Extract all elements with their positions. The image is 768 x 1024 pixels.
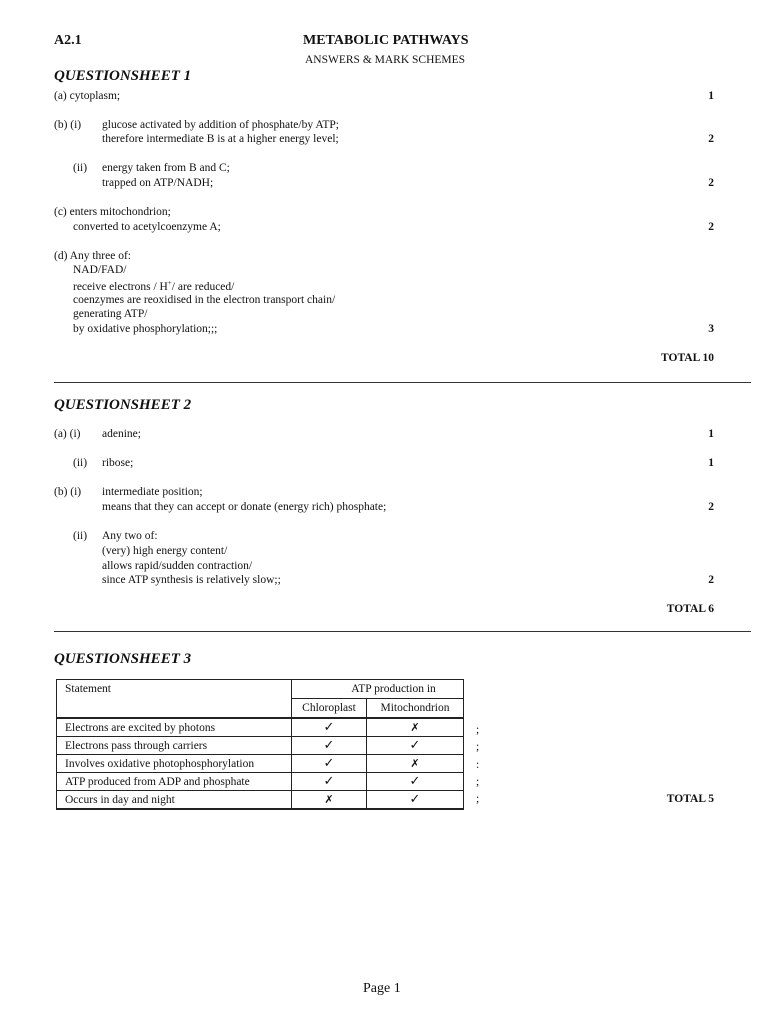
row-mark: ; [476,724,480,736]
qs3-total: TOTAL 5 [666,793,714,805]
table-row [57,718,464,737]
row-statement: Electrons are excited by photons [65,721,216,734]
qs2-b1-mark: 2 [708,501,714,513]
qs1-b-label: (b) (i) [54,119,82,131]
row-mark: ; [476,741,480,753]
qs2-a2-label: (ii) [73,457,88,469]
qs2-b-label: (b) (i) [54,486,82,498]
row-chloroplast: ✓ [292,718,367,737]
row-mitochondrion: ✗ [367,755,464,773]
row-chloroplast: ✓ [292,773,367,791]
table-row [57,737,464,755]
qs1-b2-label: (ii) [73,162,88,174]
qs2-b2-line4: since ATP synthesis is relatively slow;; [102,574,281,586]
qs1-d-line4: coenzymes are reoxidised in the electron transport chain/ [73,294,336,306]
row-mitochondrion: ✓ [367,737,464,755]
qs3-title: QUESTIONSHEET 3 [54,651,192,667]
doc-subtitle: ANSWERS & MARK SCHEMES [305,54,466,66]
qs2-b2-line3: allows rapid/sudden contraction/ [102,560,253,572]
table-row [57,755,464,773]
qs1-d-line5: generating ATP/ [73,308,148,320]
qs2-title: QUESTIONSHEET 2 [54,397,192,413]
table-row [57,791,464,810]
qs1-d-line3-post: / are reduced/ [171,280,235,293]
atp-production-table [56,679,464,810]
qs2-b1-line2: means that they can accept or donate (energy rich) phosphate; [102,501,387,513]
row-mitochondrion: ✗ [367,718,464,737]
row-statement: ATP produced from ADP and phosphate [65,775,250,788]
row-chloroplast: ✓ [292,737,367,755]
row-statement: Electrons pass through carriers [65,739,208,752]
section-divider [54,382,751,383]
qs2-b2-line2: (very) high energy content/ [102,545,228,557]
qs2-total: TOTAL 6 [666,603,714,615]
table-header-group: ATP production in [292,680,464,699]
qs1-b1-line1: glucose activated by addition of phosphate/by ATP; [102,119,339,131]
qs2-a2-answer: ribose; [102,457,134,469]
row-statement: Involves oxidative photophosphorylation [65,757,255,770]
table-header-mitochondrion: Mitochondrion [367,698,464,718]
row-chloroplast: ✗ [292,791,367,810]
qs2-a1-mark: 1 [708,428,714,440]
qs1-b2-line1: energy taken from B and C; [102,162,230,174]
qs1-d-mark: 3 [708,323,714,335]
doc-code: A2.1 [54,33,82,48]
table-header-statement: Statement [65,683,111,695]
qs2-a2-mark: 1 [708,457,714,469]
qs1-d-line2: NAD/FAD/ [73,264,127,276]
qs2-b1-line1: intermediate position; [102,486,203,498]
qs1-d-line3 [73,279,234,293]
qs2-b2-mark: 2 [708,574,714,586]
qs1-c-line1: (c) enters mitochondrion; [54,206,171,218]
table-header-chloroplast: Chloroplast [292,698,367,718]
qs2-b2-label: (ii) [73,530,88,542]
qs1-total: TOTAL 10 [661,352,714,364]
row-statement: Occurs in day and night [65,793,175,806]
row-mitochondrion: ✓ [367,791,464,810]
page-number: Page 1 [363,981,401,996]
qs1-b1-line2: therefore intermediate B is at a higher energy level; [102,133,339,145]
qs1-d-line6: by oxidative phosphorylation;;; [73,323,218,335]
doc-title: METABOLIC PATHWAYS [303,33,469,48]
qs1-b2-line2: trapped on ATP/NADH; [102,177,214,189]
qs2-b2-line1: Any two of: [102,530,158,542]
row-mark: : [476,759,480,771]
qs1-title: QUESTIONSHEET 1 [54,68,192,84]
qs2-a-label: (a) (i) [54,428,81,440]
qs2-a1-answer: adenine; [102,428,141,440]
qs1-a-answer: (a) cytoplasm; [54,90,121,102]
qs1-c-mark: 2 [708,221,714,233]
qs1-b2-mark: 2 [708,177,714,189]
table-row [57,773,464,791]
qs1-c-line2: converted to acetylcoenzyme A; [73,221,221,233]
qs1-a-mark: 1 [708,90,714,102]
qs1-d-line3-pre: receive electrons / H [73,280,168,293]
qs1-b1-mark: 2 [708,133,714,145]
qs1-d-line3-sup: + [167,279,172,287]
row-mark: ; [476,793,480,805]
row-chloroplast: ✓ [292,755,367,773]
qs1-d-line1: (d) Any three of: [54,250,131,262]
section-divider [54,631,751,632]
row-mitochondrion: ✓ [367,773,464,791]
row-mark: ; [476,776,480,788]
